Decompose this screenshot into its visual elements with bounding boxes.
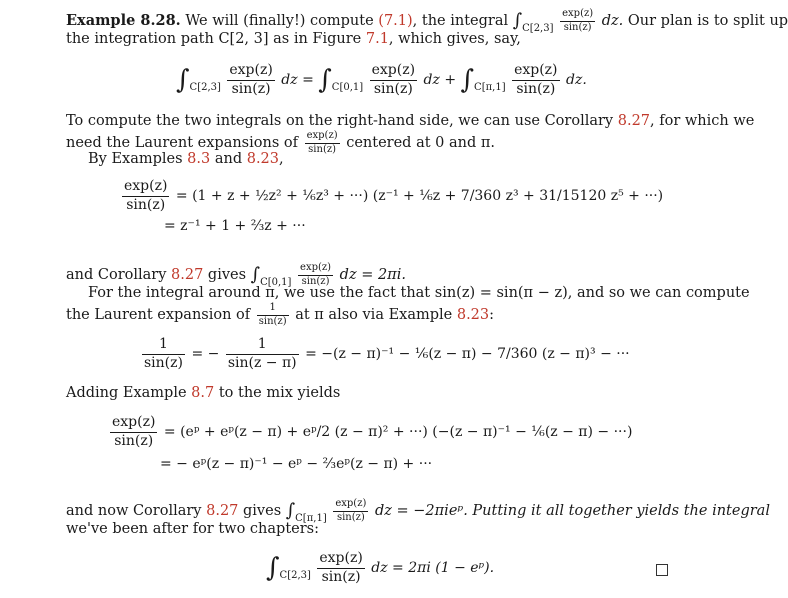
equation-product: $\frac{\exp(z)}{\sin(z)}$ = (eᵖ + eᵖ(z − π) + eᵖ/2 (z − π)² + ···) (−(z − π)⁻¹ − ⅙(z − π) − ···) xyxy=(112,414,633,449)
link-corollary-8-27[interactable]: 8.27 xyxy=(206,503,239,519)
para5-line-2: we've been after for two chapters: xyxy=(66,521,319,537)
link-eq-7-1[interactable]: (7.1) xyxy=(378,13,413,29)
equation-laurent-pi: $\frac{1}{\sin(z)}$ = − $\frac{1}{\sin(z - \pi)}$ = −(z − π)⁻¹ − ⅙(z − π) − 7/360 (z − π)³ − ··· xyxy=(144,336,630,371)
link-corollary-8-27[interactable]: 8.27 xyxy=(617,113,651,129)
equation-final: $\int_{C[2,3]}$ $\frac{\exp(z)}{\sin(z)}$ dz = 2πi (1 − eᵖ). xyxy=(266,550,495,585)
link-example-8-23[interactable]: 8.23 xyxy=(246,151,280,167)
qed-box xyxy=(656,564,668,576)
link-corollary-8-27[interactable]: 8.27 xyxy=(171,267,204,283)
example-line-1: Example 8.28. We will (finally!) compute (7.1), the integral $\int_{C[2,3]}$ $\frac{\exp(z)}{\sin(z)}$ dz. Our plan is to split up xyxy=(66,8,788,34)
equation-product-result: = − eᵖ(z − π)⁻¹ − eᵖ − ⅔eᵖ(z − π) + ··· xyxy=(160,456,433,472)
equation-laurent-0-result: = z⁻¹ + 1 + ⅔z + ··· xyxy=(164,218,306,234)
para5-line-1: and now Corollary 8.27 gives $\int_{C[\pi,1]}$ $\frac{\exp(z)}{\sin(z)}$ dz = −2πieᵖ. Putting it all together yields the integral xyxy=(66,498,770,524)
para2-line-1: To compute the two integrals on the right-hand side, we can use Corollary 8.27, for which we xyxy=(66,113,755,129)
example-line-2: the integration path C[2, 3] as in Figure 7.1, which gives, say, xyxy=(66,31,521,47)
equation-laurent-0: $\frac{\exp(z)}{\sin(z)}$ = (1 + z + ½z² + ⅙z³ + ···) (z⁻¹ + ⅙z + 7/360 z³ + 31/15120 z⁵ + ···) xyxy=(124,178,664,213)
para3-line-3: the Laurent expansion of $\frac{1}{\sin(z)}$ at π also via Example 8.23: xyxy=(66,302,495,327)
para2-line-3: By Examples 8.3 and 8.23, xyxy=(88,151,284,167)
para3-line-1: and Corollary 8.27 gives $\int_{C[0,1]}$ $\frac{\exp(z)}{\sin(z)}$ dz = 2πi. xyxy=(66,262,406,288)
equation-split-integral: $\int_{C[2,3]}$ $\frac{\exp(z)}{\sin(z)}$ dz = $\int_{C[0,1]}$ $\frac{\exp(z)}{\sin(z)}$ dz + $\int_{C[\pi,1]}$ $\frac{\exp(z)}{\sin(z)}$ dz. xyxy=(176,62,587,97)
para3-line-2: For the integral around π, we use the fact that sin(z) = sin(π − z), and so we can compute xyxy=(88,285,750,301)
para2-line-2: need the Laurent expansions of $\frac{\exp(z)}{\sin(z)}$ centered at 0 and π. xyxy=(66,130,495,155)
example-label: Example 8.28. xyxy=(66,12,181,29)
link-figure-7-1[interactable]: 7.1 xyxy=(365,31,389,47)
inline-fraction: $\frac{\exp(z)}{\sin(z)}$ xyxy=(562,8,594,33)
link-example-8-7[interactable]: 8.7 xyxy=(191,385,215,401)
link-example-8-23[interactable]: 8.23 xyxy=(456,307,490,323)
para4-line-1: Adding Example 8.7 to the mix yields xyxy=(66,385,341,401)
link-example-8-3[interactable]: 8.3 xyxy=(187,151,211,167)
